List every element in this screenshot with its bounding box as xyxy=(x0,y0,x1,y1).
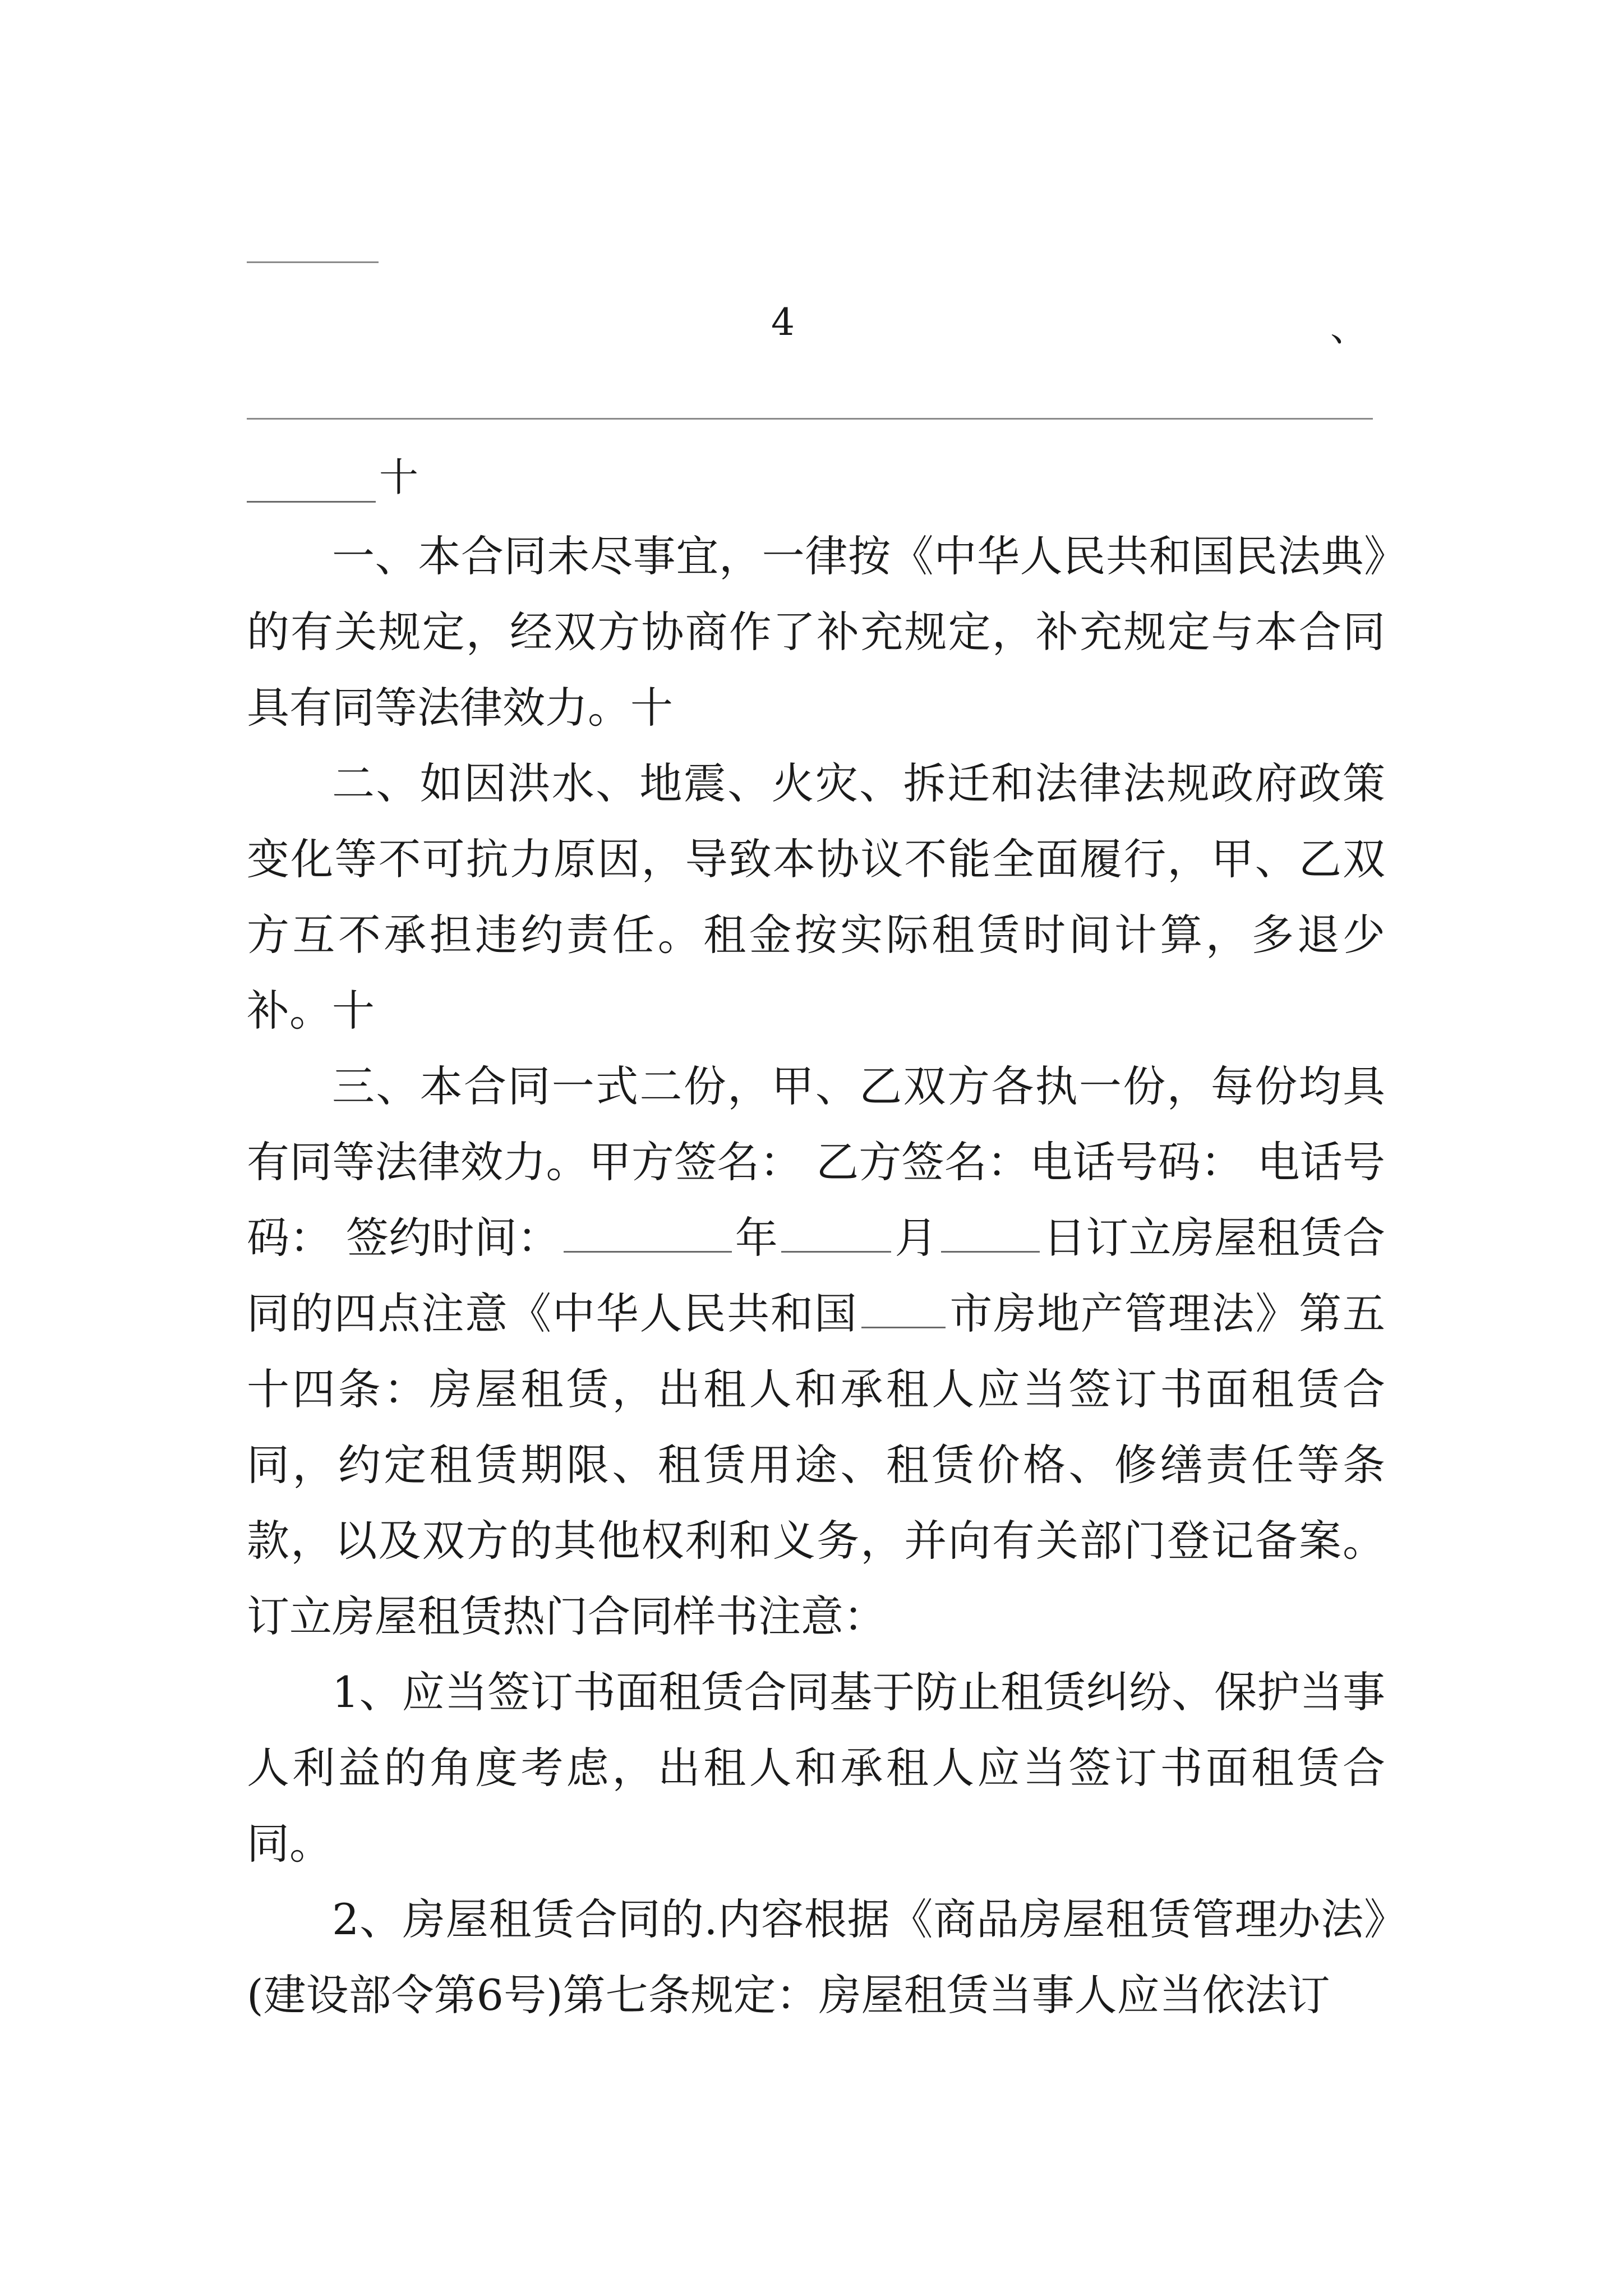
long-divider xyxy=(247,418,1373,420)
clause-3-part-a: 三、本合同一式二份，甲、乙双方各执一份，每份均具有同等法律效力。甲方签名： 乙方签名：电话号码： 电话号码： 签约时间： xyxy=(247,1061,1385,1263)
clause-3-part-c: 市房地产管理法》第五十四条：房屋租赁，出租人和承租人应当签订书面租赁合同，约定租赁期限、租赁用途、租赁价格、修缮责任等条款，以及双方的其他权利和义务，并向有关部门登记备案。订立房屋租赁热门合同样书注意： xyxy=(247,1289,1386,1641)
day-blank xyxy=(941,1216,1040,1253)
contract-body xyxy=(247,518,1385,2033)
city-blank xyxy=(861,1292,946,1328)
header-mark: 、 xyxy=(1330,306,1367,349)
month-label: 月 xyxy=(895,1213,938,1263)
month-blank xyxy=(781,1216,891,1253)
year-label: 年 xyxy=(735,1213,778,1263)
clause-3-part-b: 日订立房屋租赁合同的四点注意《中华人民共和国 xyxy=(247,1213,1386,1338)
clause-2: 二、如因洪水、地震、火灾、拆迁和法律法规政府政策变化等不可抗力原因，导致本协议不能全面履行，甲、乙双方互不承担违约责任。租金按实际租赁时间计算，多退少补。十 xyxy=(247,758,1385,1036)
blank-line-mark: 十 xyxy=(379,454,418,500)
short-divider xyxy=(247,261,379,263)
blank-underline xyxy=(247,464,376,503)
note-1: 1、应当签订书面租赁合同基于防止租赁纠纷、保护当事人利益的角度考虑，出租人和承租人应当签订书面租赁合同。 xyxy=(247,1667,1385,1869)
clause-1: 一、本合同未尽事宜，一律按《中华人民共和国民法典》的有关规定，经双方协商作了补充规定，补充规定与本合同具有同等法律效力。十 xyxy=(247,531,1385,733)
clause-3 xyxy=(247,1048,1385,1654)
page-number: 4 xyxy=(771,301,795,344)
note-2: 2、房屋租赁合同的.内容根据《商品房屋租赁管理办法》(建设部令第6号)第七条规定：房屋租赁当事人应当依法订 xyxy=(247,1894,1385,2020)
blank-line xyxy=(247,452,418,503)
year-blank xyxy=(564,1216,732,1253)
